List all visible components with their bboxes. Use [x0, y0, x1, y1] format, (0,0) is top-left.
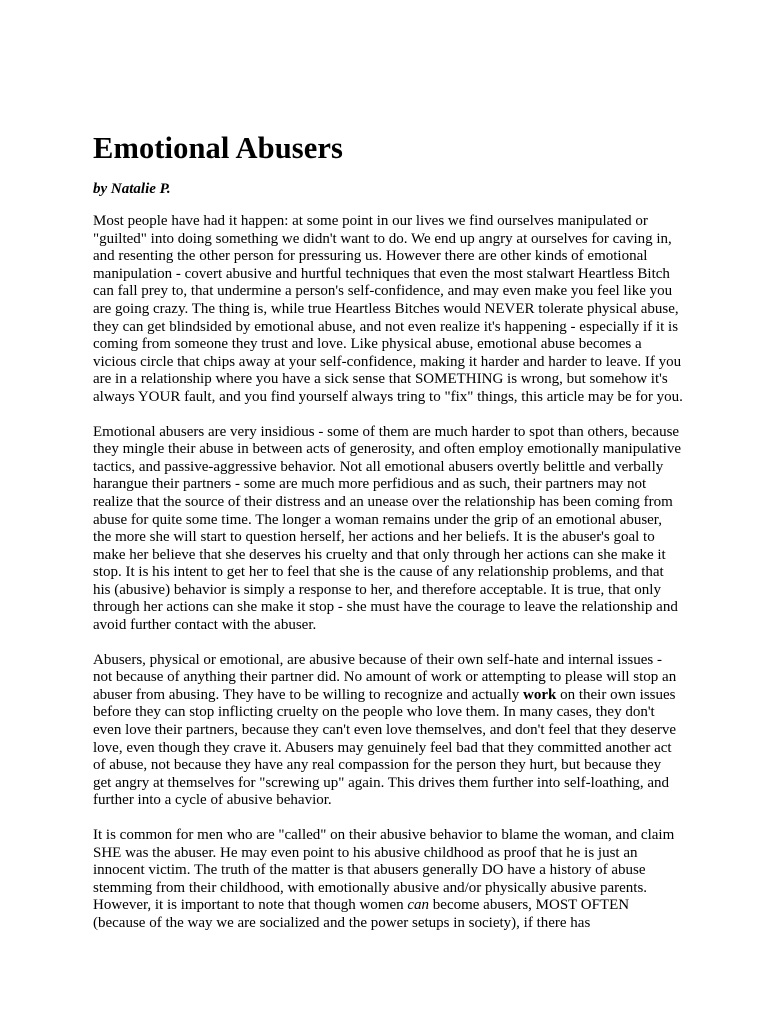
- article-title: Emotional Abusers: [93, 131, 343, 165]
- paragraph-1: Most people have had it happen: at some point in our lives we find ourselves manipulated or "guilted" into doing something we didn't want to do. We end up angry at ourselves for caving in, and resenting the other person for pressuring us. However there are other kinds of emotional manipulation - covert abusive and hurtful techniques that even the most stalwart Heartless Bitch can fall prey to, that undermine a person's self-confidence, and may even make you feel like you are going crazy. The thing is, while true Heartless Bitches would NEVER tolerate physical abuse, they can get blindsided by emotional abuse, and not even realize it's happening - especially if it is coming from someone they trust and love. Like physical abuse, emotional abuse becomes a vicious circle that chips away at your self-confidence, making it harder and harder to leave. If you are in a relationship where you have a sick sense that SOMETHING is wrong, but somehow it's always YOUR fault, and you find yourself always tring to "fix" things, this article may be for you.: [93, 213, 683, 405]
- paragraph-3-emphasis: work: [523, 686, 557, 703]
- paragraph-3-text-a: Abusers, physical or emotional, are abusive because of their own self-hate and internal issues - not because of anything their partner did. No amount of work or attempting to please will stop an abuser from abusing. They have to be willing to recognize and actually: [93, 651, 677, 703]
- article-byline: by Natalie P.: [93, 181, 171, 197]
- paragraph-2: Emotional abusers are very insidious - some of them are much harder to spot than others, because they mingle their abuse in between acts of generosity, and often employ emotionally manipulative tactics, and passive-aggressive behavior. Not all emotional abusers overtly belittle and verbally harangue their partners - some are much more perfidious and as such, their partners may not realize that the source of their distress and an unease over the relationship has been coming from abuse for quite some time. The longer a woman remains under the grip of an emotional abuser, the more she will start to question herself, her actions and her beliefs. It is the abuser's goal to make her believe that she deserves his cruelty and that only through her actions can she make it stop. It is his intent to get her to feel that she is the cause of any relationship problems, and that his (abusive) behavior is simply a response to her, and therefore acceptable. It is true, that only through her actions can she make it stop - she must have the courage to leave the relationship and avoid further contact with the abuser.: [93, 423, 682, 634]
- paragraph-4: [93, 827, 683, 933]
- paragraph-4-emphasis: can: [407, 897, 430, 914]
- paragraph-3-text-b: on their own issues before they can stop inflicting cruelty on the people who love them. In many cases, they don't even love their partners, because they can't even love themselves, and don't feel that they deserve love, even though they crave it. Abusers may genuinely feel bad that they committed another act of abuse, not because they have any real compassion for the person they hurt, but because they get angry at themselves for "screwing up" again. This drives them further into self-loathing, and further into a cycle of abusive behavior.: [93, 686, 677, 809]
- article-body: [93, 130, 683, 933]
- paragraph-3: [93, 652, 683, 810]
- paragraph-4-text-b: become abusers, MOST OFTEN (because of the way we are socialized and the power setups in society), if there has: [93, 897, 630, 931]
- paragraph-4-text-a: It is common for men who are "called" on their abusive behavior to blame the woman, and claim SHE was the abuser. He may even point to his abusive childhood as proof that he is just an innocent victim. The truth of the matter is that abusers generally DO have a history of abuse stemming from their childhood, with emotionally abusive and/or physically abusive parents. However, it is important to note that though women: [93, 827, 675, 914]
